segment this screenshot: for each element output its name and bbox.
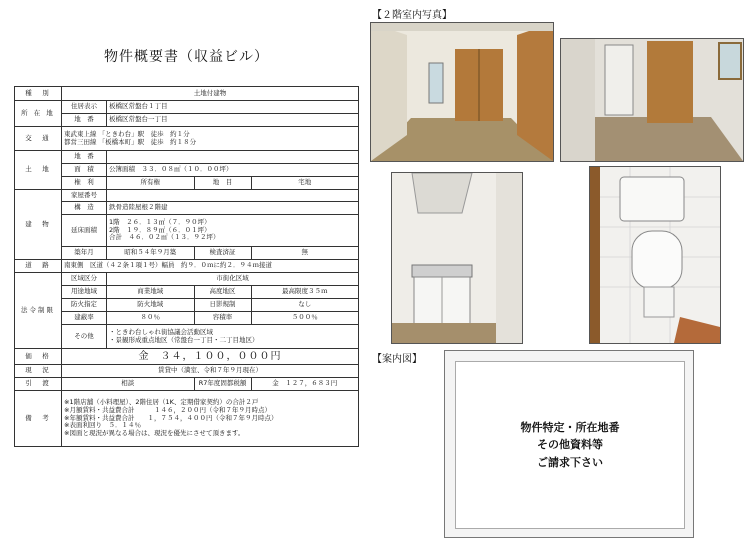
shadow-value: なし	[251, 299, 358, 312]
type-label: 種 別	[15, 87, 62, 101]
note-line-5: ※図面と現況が異なる場合は、現況を優先にさせて頂きます。	[64, 429, 245, 438]
note-line-4: ※表面利回り ５．１４％	[64, 421, 141, 430]
price-label: 価 格	[15, 349, 62, 365]
shadow-label: 日影規制	[194, 299, 251, 312]
land-lot-value	[107, 151, 359, 164]
floor-area-2f: 2階 １９．８９㎡（６．０１坪）	[109, 225, 211, 234]
location-label: 所 在 地	[15, 101, 62, 127]
road-label: 道 路	[15, 260, 62, 273]
delivery-value: 相談	[62, 378, 195, 391]
delivery-label: 引 渡	[15, 378, 62, 391]
road-value: 南東側 区道（４２条１項１号）幅員 約９．０ｍに約２．９４ｍ接道	[62, 260, 359, 273]
address-display-label: 住居表示	[62, 101, 107, 114]
rights-label: 権 利	[62, 177, 107, 190]
tax-label: R7年度固都税額	[194, 378, 251, 391]
chimoku-label: 地 目	[194, 177, 251, 190]
map-heading: 【案内図】	[372, 354, 422, 365]
fire-zone-value: 防火地域	[107, 299, 195, 312]
price-value: 金 ３４，１００，０００円	[62, 349, 359, 365]
status-label: 現 況	[15, 365, 62, 378]
land-label: 土 地	[15, 151, 62, 190]
other-line-1: ・ときわ台しゃれ街協議会活動区域	[109, 327, 213, 336]
area-value: 公簿面積 ３３．０８㎡（１０．００坪）	[107, 164, 359, 177]
notice-line-2: その他資料等	[537, 438, 603, 452]
traffic-label: 交 通	[15, 127, 62, 151]
notes-label: 備 考	[15, 391, 62, 447]
type-value: 土地付建物	[62, 87, 359, 101]
fire-zone-label: 防火指定	[62, 299, 107, 312]
kitchen-photo	[391, 172, 523, 344]
tax-value: 金 １２７，６８３円	[251, 378, 358, 391]
rights-value: 所有権	[107, 177, 195, 190]
use-zone-value: 商業地域	[107, 286, 195, 299]
height-zone-label: 高度地区	[194, 286, 251, 299]
inspection-value: 無	[251, 247, 358, 260]
zone-kubun-label: 区域区分	[62, 273, 107, 286]
built-label: 築年月	[62, 247, 107, 260]
structure-value: 鉄骨造陸屋根２階建	[107, 202, 359, 215]
page-title: 物件概要書（収益ビル）	[104, 49, 269, 65]
zone-kubun-value: 市街化区域	[107, 273, 359, 286]
room-photo-closet	[370, 22, 554, 162]
other-line-2: ・景観形成重点地区（常盤台一丁目・二丁目地区）	[109, 335, 259, 344]
floor-area-1f: 1階 ２６．１３㎡（７．９０坪）	[109, 217, 211, 226]
note-line-1: ※1階店舗（小料理屋）、2階住居（1K、定期借家契約）の合計２戸	[64, 398, 259, 406]
property-summary-table	[14, 86, 359, 447]
note-line-2: ※月額賃料・共益費合計 １４６，２００円（令和７年９月時点）	[64, 405, 271, 414]
chimoku-value: 宅地	[251, 177, 358, 190]
house-number-label: 家屋番号	[62, 190, 107, 202]
notice-line-1: 物件特定・所在地番	[520, 421, 620, 435]
use-zone-label: 用途地域	[62, 286, 107, 299]
other-label: その他	[62, 325, 107, 349]
traffic-line-1: 東武東上線 「ときわ台」駅 徒歩 約１分	[64, 129, 190, 138]
land-lot-label: 地 番	[62, 151, 107, 164]
notice-line-3: ご請求下さい	[537, 455, 603, 469]
legal-restrictions-label: 法令制限	[15, 273, 62, 349]
structure-label: 構 造	[62, 202, 107, 215]
floor-area-total: 合計 ４６．０２㎡（１３．９２坪）	[109, 233, 220, 242]
address-display-value: 板橋区常盤台１丁目	[107, 101, 359, 114]
floor-area-label: 延床面積	[62, 215, 107, 247]
built-value: 昭和５４年９月築	[107, 247, 195, 260]
photos-heading: 【２階室内写真】	[372, 10, 452, 21]
area-label: 面 積	[62, 164, 107, 177]
lot-value: 板橋区常盤台一丁目	[107, 114, 359, 127]
inspection-label: 検査済証	[194, 247, 251, 260]
height-zone-value: 最高限度３５ｍ	[251, 286, 358, 299]
bcr-label: 建蔽率	[62, 312, 107, 325]
lot-label: 地 番	[62, 114, 107, 127]
status-value: 賃貸中（満室、令和７年９月現在）	[62, 365, 359, 378]
toilet-photo	[589, 166, 721, 344]
traffic-line-2: 都営三田線 「板橋本町」駅 徒歩 約１８分	[64, 137, 197, 146]
far-label: 容積率	[194, 312, 251, 325]
note-line-3: ※年額賃料・共益費合計 １，７５４，４００円（令和７年９月時点）	[64, 413, 278, 422]
guide-map	[444, 350, 694, 538]
far-value: ５００％	[251, 312, 358, 325]
room-photo-door	[560, 38, 744, 162]
house-number-value	[107, 190, 359, 202]
bcr-value: ８０％	[107, 312, 195, 325]
building-label: 建 物	[15, 190, 62, 260]
request-notice	[455, 361, 685, 529]
